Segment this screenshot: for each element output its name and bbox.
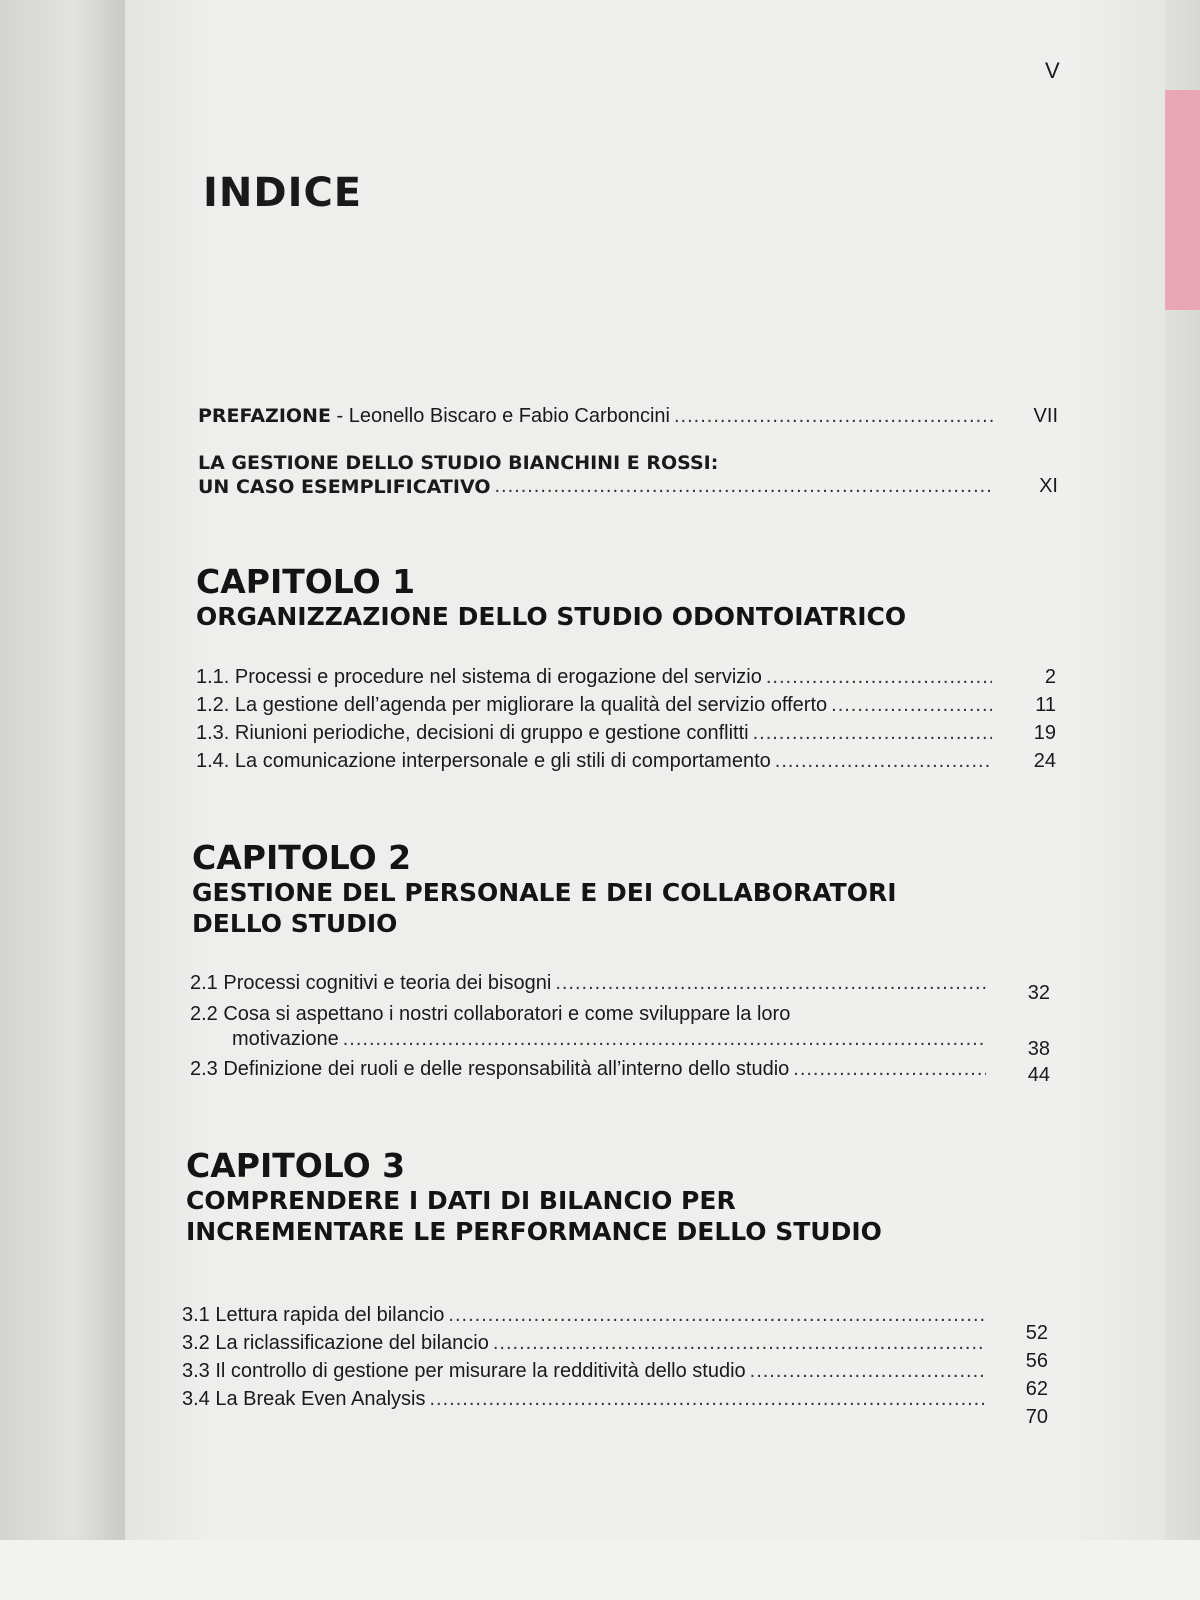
entry-authors: - Leonello Biscaro e Fabio Carboncini bbox=[330, 405, 670, 427]
entry-page: 11 bbox=[1035, 694, 1056, 716]
entry-page: 70 bbox=[1025, 1406, 1048, 1428]
entry-page: VII bbox=[1033, 405, 1058, 427]
toc-entry bbox=[196, 722, 1056, 745]
dot-leader bbox=[674, 405, 994, 428]
dot-leader bbox=[750, 1360, 984, 1383]
entry-text: motivazione bbox=[232, 1028, 339, 1050]
entry-text: 3.2 La riclassificazione del bilancio bbox=[182, 1332, 489, 1354]
entry-bold-label: UN CASO ESEMPLIFICATIVO bbox=[198, 476, 491, 498]
chapter-subtitle: COMPRENDERE I DATI DI BILANCIO PER bbox=[186, 1186, 736, 1215]
dot-leader bbox=[831, 694, 992, 717]
dot-leader bbox=[343, 1028, 986, 1051]
entry-bold-label: PREFAZIONE bbox=[198, 405, 331, 427]
entry-text: 1.3. Riunioni periodiche, decisioni di gruppo e gestione conflitti bbox=[196, 722, 749, 744]
page-number: V bbox=[1045, 58, 1060, 83]
entry-page: XI bbox=[1039, 475, 1058, 497]
toc-entry bbox=[232, 1028, 1050, 1060]
chapter-1-heading bbox=[196, 562, 906, 632]
entry-text: 2.2 Cosa si aspettano i nostri collaboratori e come sviluppare la loro bbox=[190, 1003, 791, 1025]
dot-leader bbox=[793, 1058, 986, 1081]
entry-text: 1.2. La gestione dell’agenda per migliorare la qualità del servizio offerto bbox=[196, 694, 828, 716]
dot-leader bbox=[429, 1388, 984, 1411]
entry-page: 38 bbox=[1027, 1038, 1050, 1060]
chapter-label: CAPITOLO 2 bbox=[192, 838, 412, 877]
entry-page: 19 bbox=[1033, 722, 1056, 744]
entry-text: 3.1 Lettura rapida del bilancio bbox=[182, 1304, 445, 1326]
entry-page: 2 bbox=[1044, 666, 1056, 688]
chapter-subtitle: ORGANIZZAZIONE DELLO STUDIO ODONTOIATRICO bbox=[196, 602, 907, 631]
toc-entry bbox=[182, 1388, 1048, 1428]
table-surface bbox=[0, 1540, 1200, 1600]
toc-entry-prefazione bbox=[198, 405, 1058, 428]
toc-entry bbox=[196, 694, 1056, 717]
chapter-label: CAPITOLO 1 bbox=[196, 562, 416, 601]
dot-leader bbox=[493, 1332, 984, 1355]
toc-entry bbox=[190, 1058, 1050, 1086]
entry-page: 62 bbox=[1025, 1378, 1048, 1400]
toc-entry bbox=[190, 972, 1050, 1004]
entry-text: 2.3 Definizione dei ruoli e delle responsabilità all’interno dello studio bbox=[190, 1058, 790, 1080]
entry-text: 1.1. Processi e procedure nel sistema di erogazione del servizio bbox=[196, 666, 762, 688]
dot-leader bbox=[448, 1304, 984, 1327]
book-spine-background bbox=[0, 0, 125, 1600]
entry-text: 1.4. La comunicazione interpersonale e gli stili di comportamento bbox=[196, 750, 771, 772]
page-title: INDICE bbox=[203, 170, 363, 216]
chapter-2-heading bbox=[192, 838, 897, 939]
entry-page: 52 bbox=[1025, 1322, 1048, 1344]
chapter-subtitle: GESTIONE DEL PERSONALE E DEI COLLABORATORI bbox=[192, 878, 897, 907]
entry-page: 44 bbox=[1027, 1064, 1050, 1086]
entry-bold-label: LA GESTIONE DELLO STUDIO BIANCHINI E ROSSI: bbox=[198, 452, 719, 474]
toc-entry-caso bbox=[198, 475, 1058, 498]
dot-leader bbox=[555, 972, 986, 995]
chapter-3-heading bbox=[186, 1146, 882, 1247]
entry-text: 2.1 Processi cognitivi e teoria dei bisogni bbox=[190, 972, 552, 994]
chapter-subtitle: DELLO STUDIO bbox=[192, 909, 398, 938]
toc-entry bbox=[196, 750, 1056, 773]
dot-leader bbox=[494, 475, 994, 498]
dot-leader bbox=[775, 750, 992, 773]
chapter-subtitle: INCREMENTARE LE PERFORMANCE DELLO STUDIO bbox=[186, 1217, 882, 1246]
toc-entry bbox=[196, 666, 1056, 689]
entry-text: 3.3 Il controllo di gestione per misurare la redditività dello studio bbox=[182, 1360, 746, 1382]
entry-page: 56 bbox=[1025, 1350, 1048, 1372]
entry-page: 32 bbox=[1027, 982, 1050, 1004]
pink-bookmark-tab bbox=[1165, 90, 1200, 310]
dot-leader bbox=[766, 666, 992, 689]
entry-text: 3.4 La Break Even Analysis bbox=[182, 1388, 426, 1410]
dot-leader bbox=[753, 722, 992, 745]
chapter-label: CAPITOLO 3 bbox=[186, 1146, 406, 1185]
entry-page: 24 bbox=[1033, 750, 1056, 772]
